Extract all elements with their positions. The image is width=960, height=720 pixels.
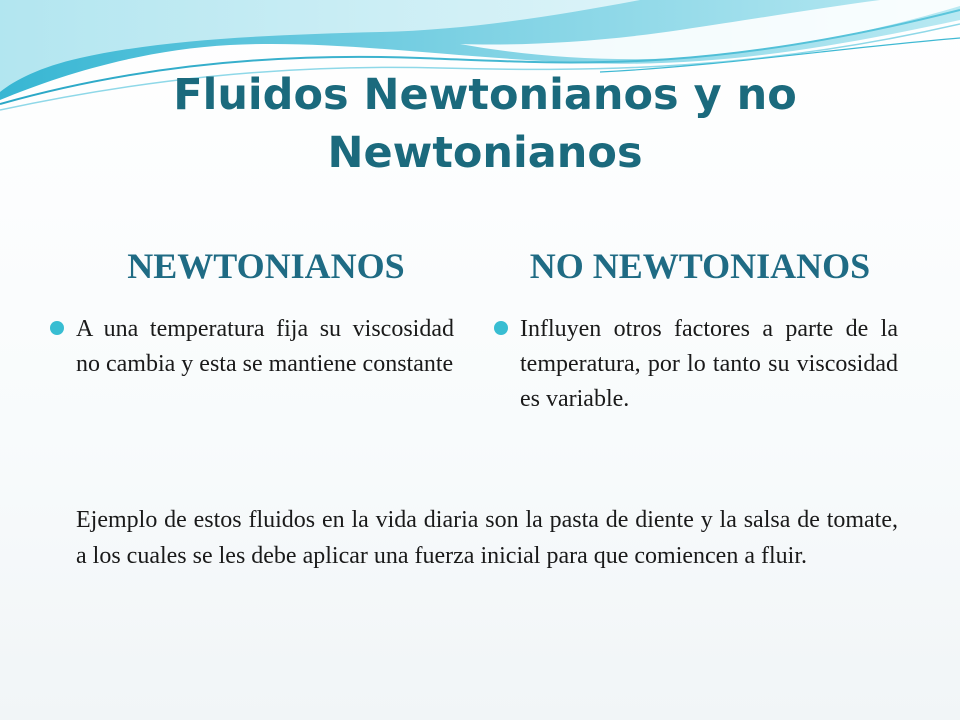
slide-title: Fluidos Newtonianos y no Newtonianos xyxy=(173,70,797,178)
no-newtonianos-heading: NO NEWTONIANOS xyxy=(529,246,871,286)
bullet-dot-icon xyxy=(50,321,64,335)
no-newtonianos-bullet-text: Influyen otros factores a parte de la temperatura, por lo tanto su viscosidad es variable. xyxy=(520,316,898,412)
bullet-dot-icon xyxy=(494,321,508,335)
example-paragraph: Ejemplo de estos fluidos en la vida diaria son la pasta de diente y la salsa de tomate, a los cuales se les debe aplicar una fuerza inicial para que comiencen a fluir. xyxy=(76,507,898,569)
newtonianos-bullet-text: A una temperatura fija su viscosidad no cambia y esta se mantiene constante xyxy=(76,316,454,377)
newtonianos-heading: NEWTONIANOS xyxy=(127,246,405,286)
